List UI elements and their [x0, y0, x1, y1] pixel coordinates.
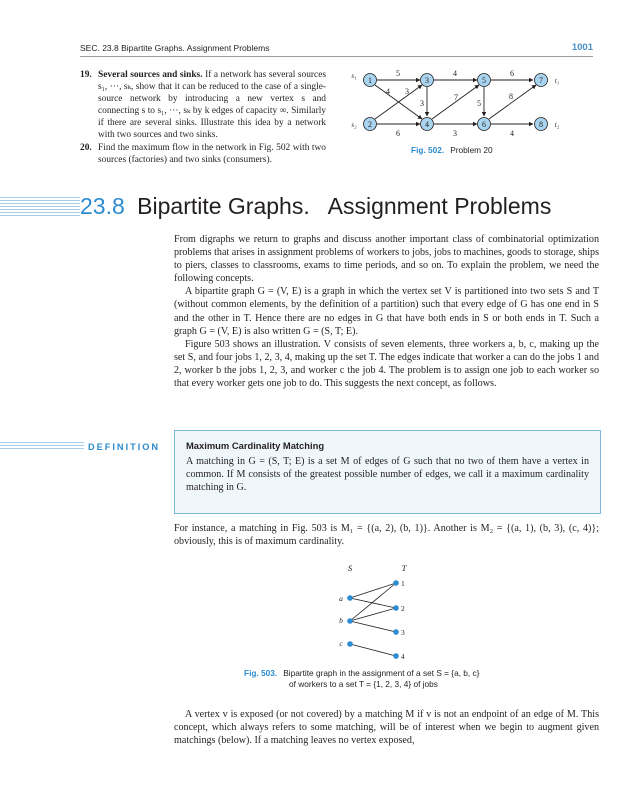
edge-capacity: 3	[453, 129, 457, 138]
job-label: 3	[401, 628, 405, 637]
node-2	[393, 605, 399, 611]
caption-label: Fig. 502.	[411, 145, 445, 155]
set-label: S	[347, 563, 353, 573]
edge-c-4	[350, 644, 396, 656]
network-figure-502	[340, 64, 570, 144]
edge-4-5	[432, 85, 479, 119]
section-heading	[80, 193, 551, 220]
sink-label: t₂	[554, 121, 560, 129]
edge-capacity: 3	[420, 99, 424, 108]
caption-line: Bipartite graph in the assignment of a set S = {a, b, c}	[283, 668, 480, 678]
worker-label: c	[339, 639, 343, 648]
fig503-caption	[244, 668, 479, 690]
paragraph: A vertex v is exposed (or not covered) by a matching M if v is not an endpoint of an edge of M. This concept, which always refers to some matching, will be of interest when we begin to augment given matchings (below). If a matching leaves no vertex exposed,	[174, 709, 599, 747]
node-3	[393, 629, 399, 635]
problem-number: 20.	[80, 143, 92, 153]
worker-label: a	[339, 594, 343, 603]
node-c	[347, 641, 353, 647]
node-b	[347, 618, 353, 624]
edge-capacity: 4	[510, 129, 514, 138]
node-label: 6	[482, 120, 486, 129]
caption-line: of workers to a set T = {1, 2, 3, 4} of jobs	[289, 679, 438, 689]
problem-text: Find the maximum flow in the network in Fig. 502 with two sources (factories) and two sinks (consumers).	[98, 143, 326, 166]
edge-capacity: 8	[509, 92, 513, 101]
heading-decoration	[0, 197, 80, 216]
sink-label: t₁	[554, 77, 560, 85]
edge-6-7	[489, 85, 536, 119]
node-label: 7	[539, 76, 543, 85]
edge-a-2	[350, 598, 396, 608]
paragraph: From digraphs we return to graphs and discuss another important class of combinatorial optimization problems that arises in assignment problems of workers to jobs, jobs to machines, goods to storage, ships to piers, classes to classrooms, exams to time periods, and so on. To explain the problem, we need the following concepts.	[174, 234, 599, 285]
edge-capacity: 6	[396, 129, 400, 138]
problem-number: 19.	[80, 70, 92, 80]
exposed-vertex-text	[174, 708, 599, 747]
definition-text: A matching in G = (S, T; E) is a set M of edges of G such that no two of them have a vertex in common. If M consists of the greatest possible number of edges, we call it a maximum cardinality matching in G.	[186, 456, 589, 494]
worker-label: b	[339, 616, 343, 625]
node-label: 2	[368, 120, 372, 129]
running-header	[80, 40, 593, 57]
node-label: 5	[482, 76, 486, 85]
edge-b-2	[350, 608, 396, 621]
page-number: 1001	[571, 42, 593, 53]
job-label: 4	[401, 652, 405, 661]
set-label: T	[401, 563, 407, 573]
caption-label: Fig. 503.	[244, 668, 278, 678]
job-label: 2	[401, 604, 405, 613]
edge-capacity: 5	[477, 99, 481, 108]
node-label: 8	[539, 120, 543, 129]
edge-capacity: 3	[405, 87, 409, 96]
node-a	[347, 595, 353, 601]
definition-label: DEFINITION	[88, 442, 161, 452]
problem-text: If a network has several sources s₁, ···, sₖ, show that it can be reduced to the case of a single-source network by introducing a new vertex s and connecting s to s₁, ···, sₖ by k edges of capacity ∞. Similarly if there are several sinks. Illustrate this idea by a network with two sources and two sinks.	[98, 70, 326, 141]
bipartite-figure-503	[330, 560, 420, 666]
section-title: Bipartite Graphs. Assignment Problems	[137, 193, 552, 219]
section-number: 23.8	[80, 193, 125, 219]
header-section: SEC. 23.8 Bipartite Graphs. Assignment Problems	[80, 43, 270, 53]
paragraph: A bipartite graph G = (V, E) is a graph in which the vertex set V is partitioned into two sets S and T (without common elements, by the definition of a partition) such that every edge of G has one end in S and the other in T. Hence there are no edges in G that have both ends in S or both ends in T. Such a graph G = (V, E) is also written G = (S, T; E).	[174, 286, 599, 337]
job-label: 1	[401, 579, 405, 588]
edge-a-1	[350, 583, 396, 598]
edge-capacity: 4	[386, 87, 390, 96]
problem-title: Several sources and sinks.	[98, 70, 203, 80]
source-label: s₂	[351, 121, 357, 129]
edge-b-3	[350, 621, 396, 632]
matching-example: For instance, a matching in Fig. 503 is M₁ = {(a, 2), (b, 1)}. Another is M₂ = {(a, 1), (b, 3), (c, 4)}; obviously, this is of maximum cardinality.	[174, 523, 599, 548]
problem-20	[80, 142, 326, 166]
edge-capacity: 4	[453, 69, 457, 78]
fig502-caption	[411, 145, 493, 155]
edge-capacity: 6	[510, 69, 514, 78]
source-label: s₁	[351, 72, 357, 80]
node-label: 3	[425, 76, 429, 85]
edge-capacity: 7	[454, 93, 458, 102]
edge-b-1	[350, 583, 396, 621]
caption-text: Problem 20	[450, 145, 493, 155]
edge-capacity: 5	[396, 69, 400, 78]
node-4	[393, 653, 399, 659]
definition-title: Maximum Cardinality Matching	[186, 440, 325, 451]
definition-box	[174, 430, 601, 514]
node-1	[393, 580, 399, 586]
definition-decoration	[0, 442, 84, 451]
node-label: 4	[425, 120, 429, 129]
intro-text	[174, 233, 599, 390]
paragraph: Figure 503 shows an illustration. V consists of seven elements, three workers a, b, c, making up the set S, and four jobs 1, 2, 3, 4, making up the set T. The edges indicate that worker a can do the jobs 1 and 2, worker b the jobs 1, 2, 3, and worker c the job 4. The problem is to assign one job to each worker so that every worker gets one job to do. This suggests the next concept, as follows.	[174, 338, 599, 390]
problem-19	[80, 69, 326, 142]
node-label: 1	[368, 76, 372, 85]
